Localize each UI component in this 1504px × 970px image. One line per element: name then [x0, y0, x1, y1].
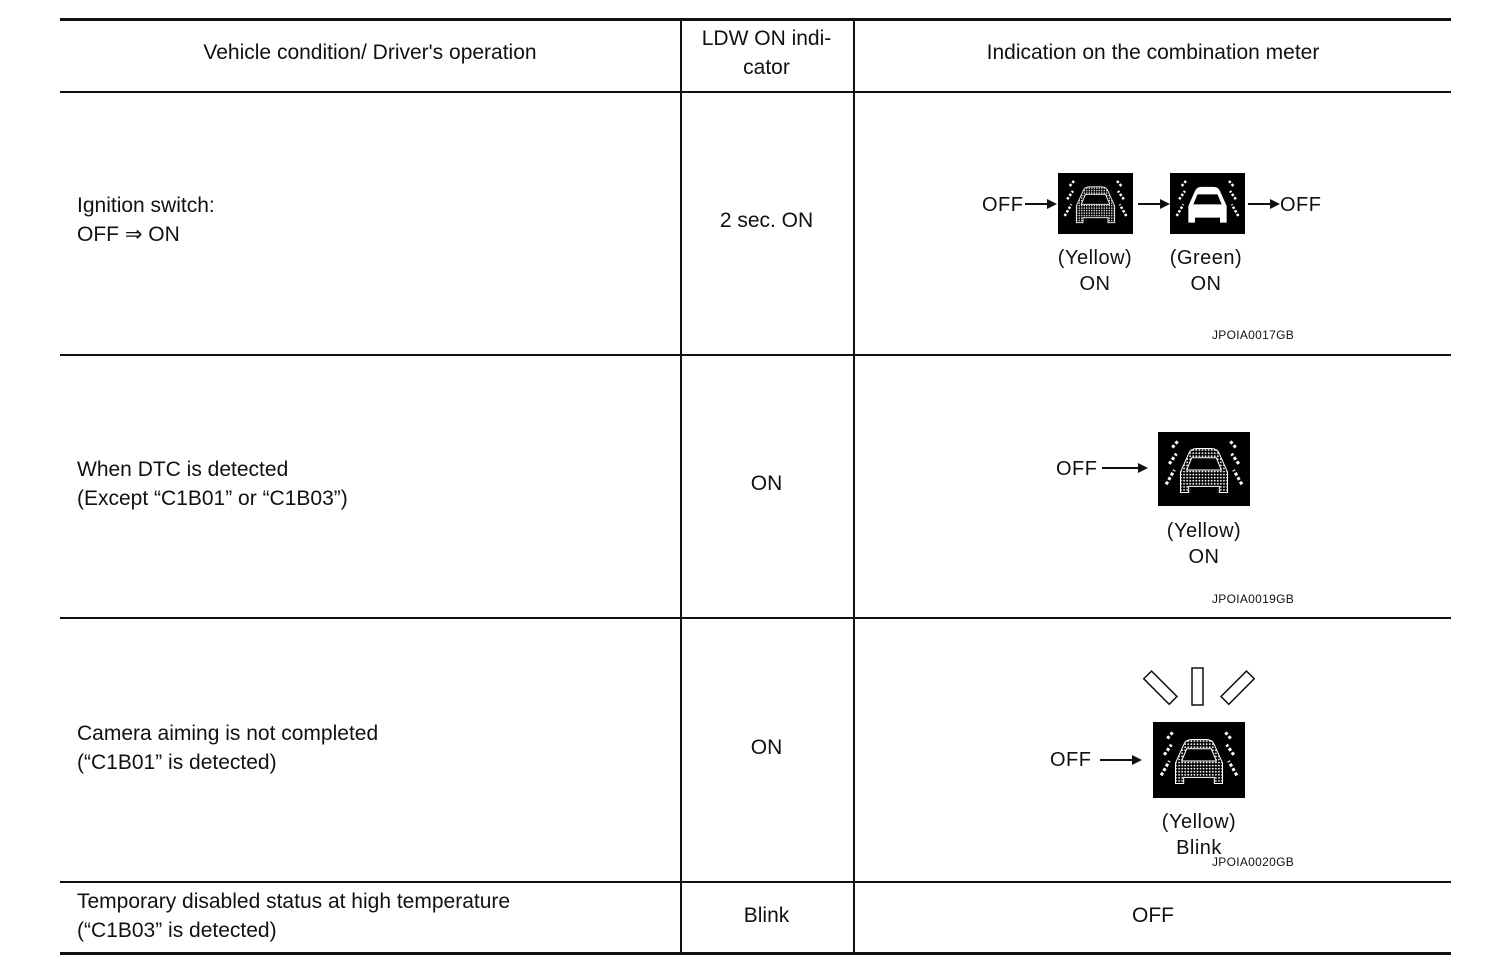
- lamp-caption: [1156, 245, 1256, 297]
- lane-departure-lamp-icon: [1170, 173, 1245, 234]
- header-ldw-indicator: [680, 24, 853, 82]
- condition-line: Temporary disabled status at high temperature: [77, 890, 511, 913]
- lamp-state: Blink: [1176, 837, 1222, 859]
- header-combination-meter: Indication on the combination meter: [986, 41, 1320, 64]
- lamp-caption: [1154, 518, 1254, 570]
- row-divider: [60, 617, 1451, 619]
- lamp-caption: [1045, 245, 1145, 297]
- table-top-rule: [60, 18, 1451, 21]
- column-divider: [853, 18, 855, 955]
- row-divider: [60, 354, 1451, 356]
- figure-code: JPOIA0020GB: [1212, 855, 1295, 869]
- header-ldw-line1: LDW ON indi-: [701, 27, 832, 50]
- table-row-condition: [77, 455, 348, 513]
- table-row-condition: [77, 887, 510, 945]
- lamp-color: (Yellow): [1166, 520, 1242, 542]
- condition-line: OFF ⇒ ON: [77, 223, 180, 246]
- arrow-right-icon: [1248, 196, 1282, 212]
- indicator-value: Blink: [743, 904, 790, 927]
- indicator-value: ON: [750, 736, 783, 759]
- condition-line: (“C1B03” is detected): [77, 919, 277, 942]
- blink-rays-icon: [1138, 664, 1260, 720]
- off-label: OFF: [1050, 749, 1092, 771]
- condition-line: Ignition switch:: [77, 194, 215, 217]
- figure-code: JPOIA0019GB: [1212, 592, 1295, 606]
- off-label: OFF: [982, 194, 1024, 216]
- lamp-state: ON: [1188, 546, 1220, 568]
- arrow-right-icon: [1100, 752, 1144, 768]
- condition-line: When DTC is detected: [77, 458, 289, 481]
- figure-code: JPOIA0017GB: [1212, 328, 1295, 342]
- table-bottom-rule: [60, 952, 1451, 955]
- indicator-table: [60, 18, 1451, 955]
- off-label: OFF: [1280, 194, 1322, 216]
- indicator-value: ON: [750, 472, 783, 495]
- header-vehicle-condition: Vehicle condition/ Driver's operation: [203, 41, 537, 64]
- table-row-condition: [77, 191, 215, 249]
- header-ldw-line2: cator: [743, 56, 790, 79]
- lane-departure-lamp-icon: [1158, 432, 1250, 506]
- lamp-caption: [1149, 809, 1249, 861]
- condition-line: Camera aiming is not completed: [77, 722, 379, 745]
- arrow-right-icon: [1138, 196, 1172, 212]
- lane-departure-lamp-icon: [1153, 722, 1245, 798]
- lane-departure-lamp-icon: [1058, 173, 1133, 234]
- off-label: OFF: [1056, 458, 1098, 480]
- lamp-state: ON: [1190, 273, 1222, 295]
- header-rule: [60, 91, 1451, 93]
- table-row-condition: [77, 719, 378, 777]
- arrow-right-icon: [1025, 196, 1059, 212]
- meter-value: OFF: [1132, 904, 1174, 927]
- lamp-state: ON: [1079, 273, 1111, 295]
- condition-line: (Except “C1B01” or “C1B03”): [77, 487, 348, 510]
- lamp-color: (Yellow): [1161, 811, 1237, 833]
- lamp-color: (Yellow): [1057, 247, 1133, 269]
- row-divider: [60, 881, 1451, 883]
- indicator-value: 2 sec. ON: [719, 209, 814, 232]
- lamp-color: (Green): [1169, 247, 1243, 269]
- condition-line: (“C1B01” is detected): [77, 751, 277, 774]
- arrow-right-icon: [1102, 460, 1150, 476]
